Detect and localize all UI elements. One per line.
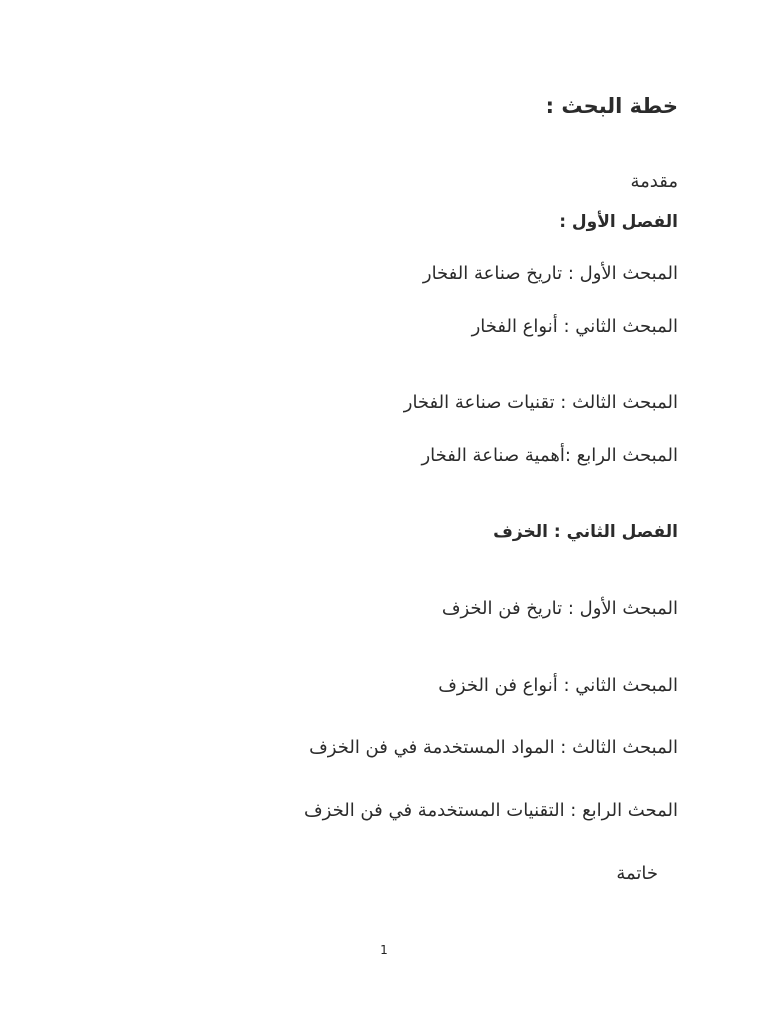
chapter-2-section-1: المبحث الأول : تاريخ فن الخزف xyxy=(441,598,678,619)
chapter-1-section-4: المبحث الرابع :أهمية صناعة الفخار xyxy=(421,445,678,466)
conclusion-item: خاتمة xyxy=(616,863,658,884)
introduction-item: مقدمة xyxy=(630,171,678,192)
page-number: 1 xyxy=(380,943,388,957)
chapter-1-section-3: المبحث الثالث : تقنيات صناعة الفخار xyxy=(403,392,678,413)
chapter-2-section-2: المبحث الثاني : أنواع فن الخزف xyxy=(438,675,678,696)
chapter-2-heading: الفصل الثاني : الخزف xyxy=(493,522,678,542)
chapter-1-heading: الفصل الأول : xyxy=(559,212,678,232)
chapter-2-section-4: المحث الرابع : التقنيات المستخدمة في فن الخزف xyxy=(304,800,678,821)
chapter-1-section-1: المبحث الأول : تاريخ صناعة الفخار xyxy=(422,263,678,284)
research-plan-title: خطة البحث : xyxy=(545,94,678,118)
chapter-1-section-2: المبحث الثاني : أنواع الفخار xyxy=(471,316,678,337)
chapter-2-section-3: المبحث الثالث : المواد المستخدمة في فن الخزف xyxy=(309,737,678,758)
